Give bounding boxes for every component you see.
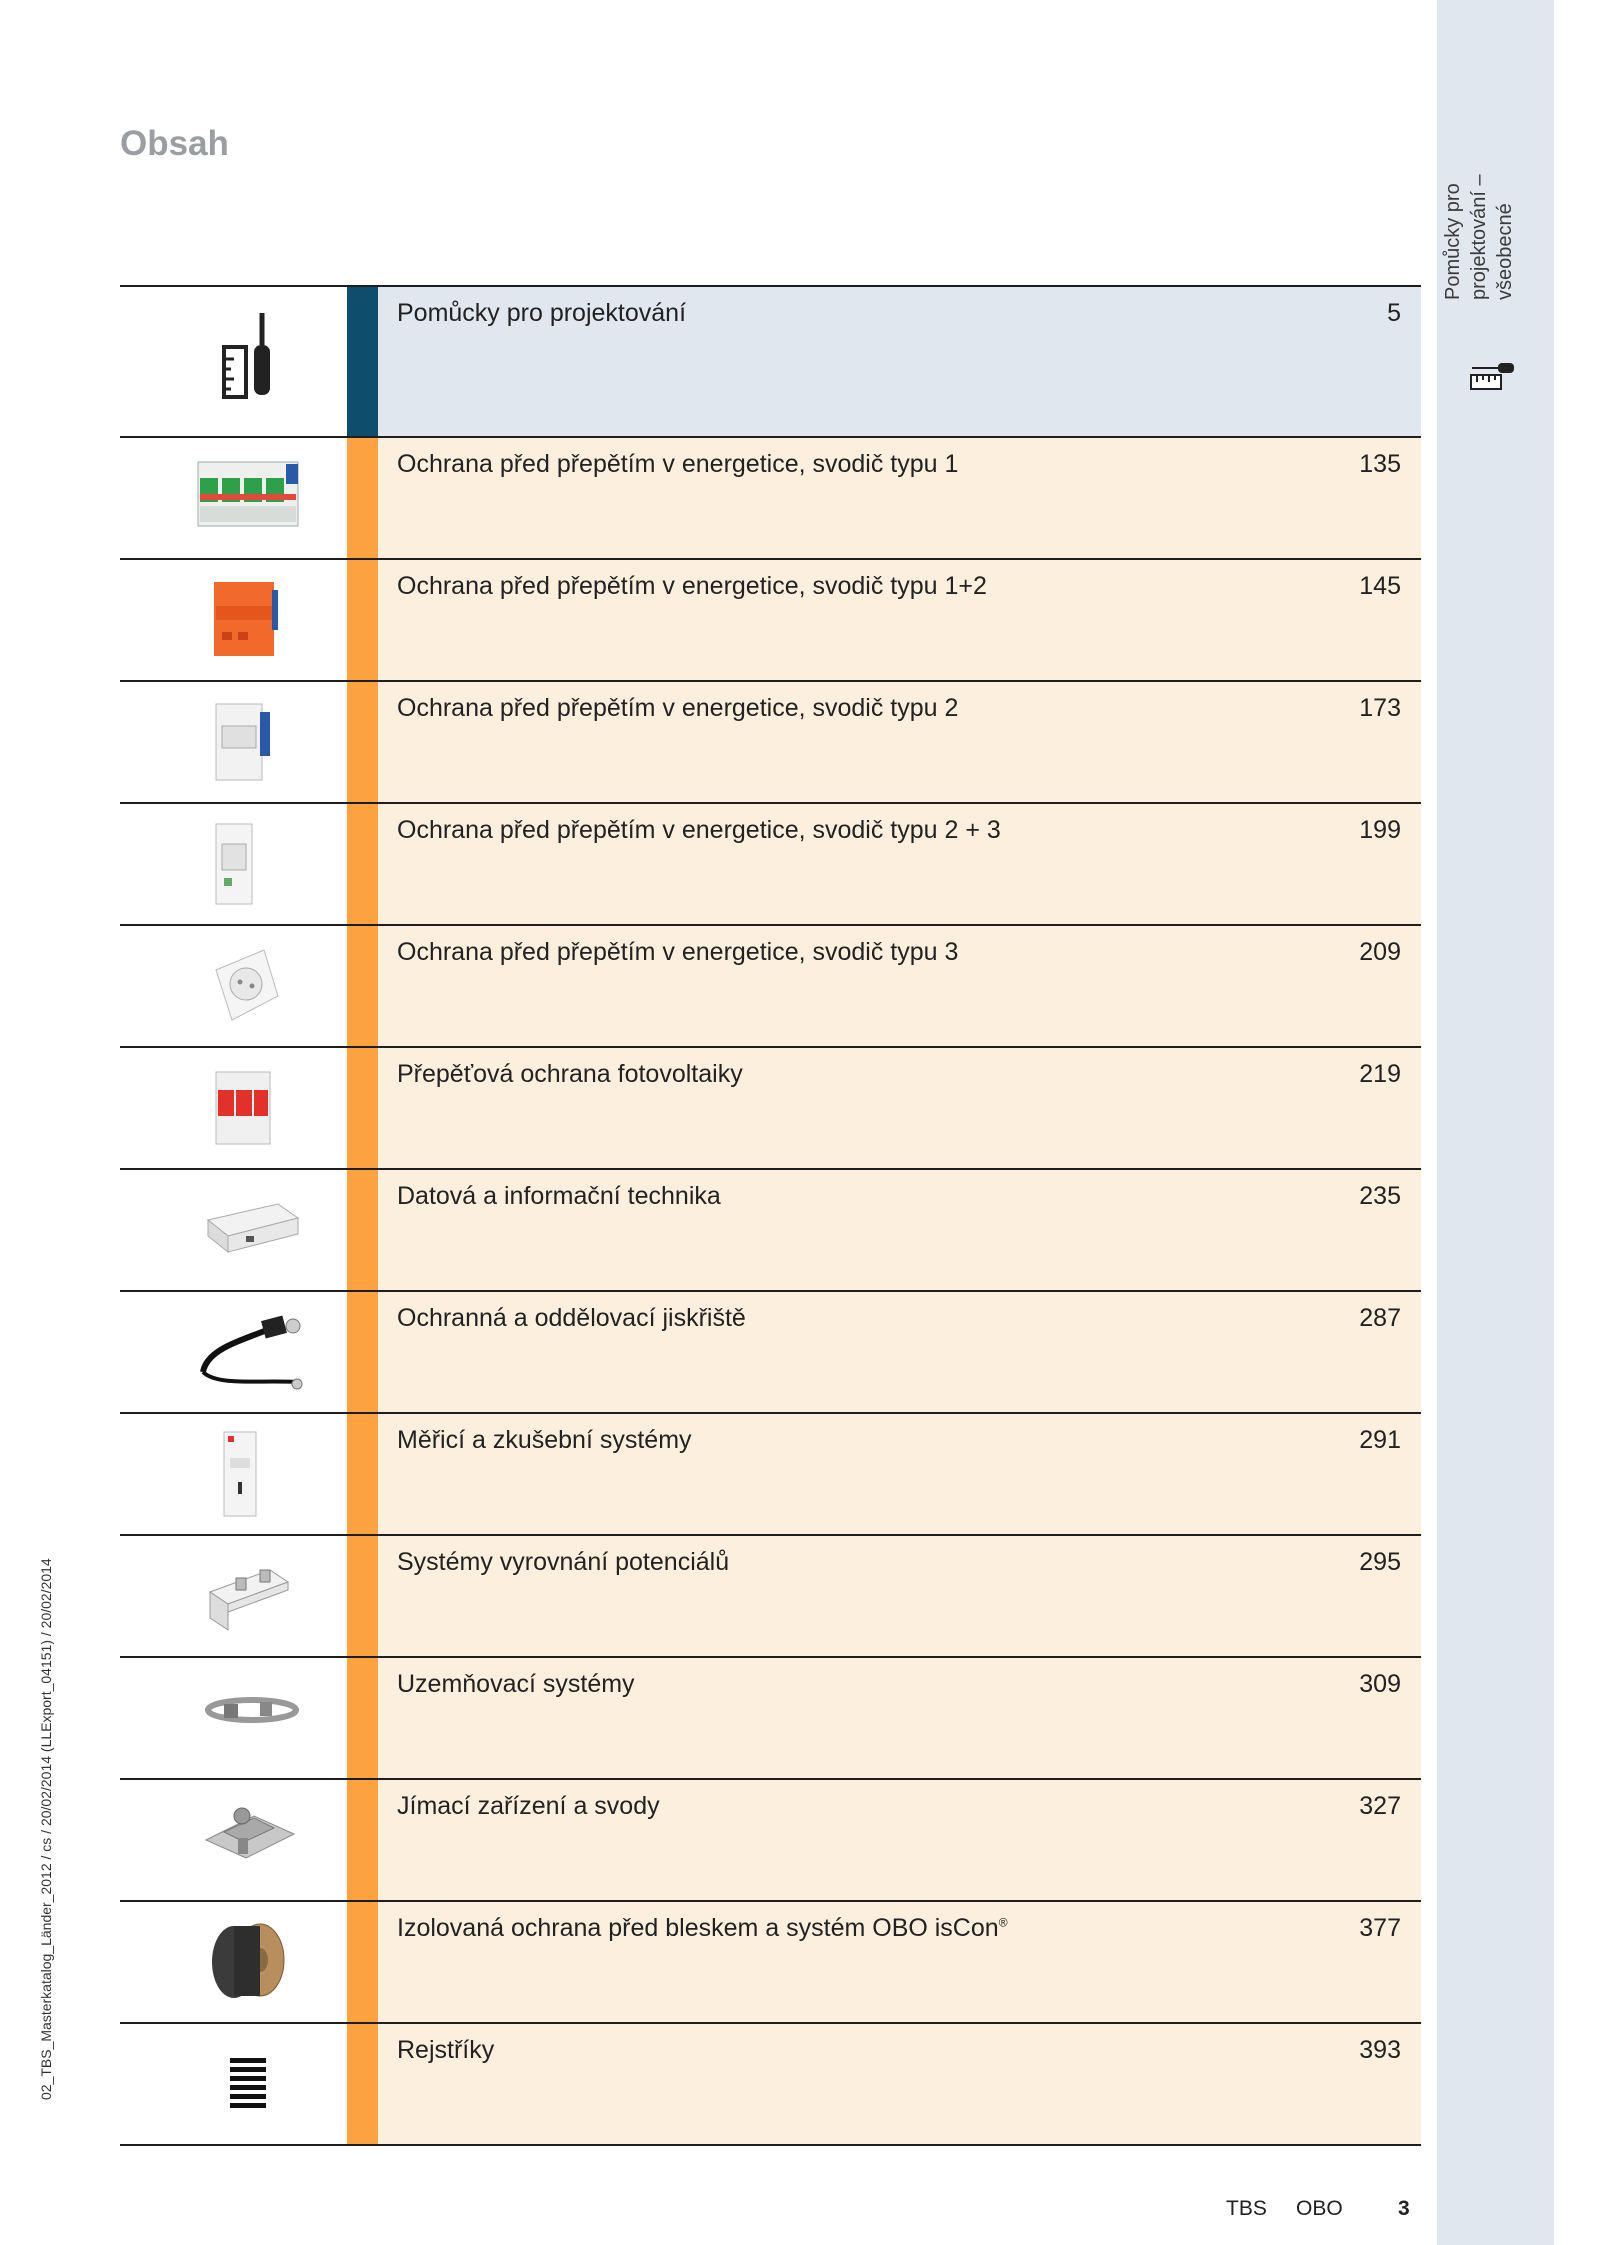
toc-page-number: 291 xyxy=(1359,1426,1401,1454)
toc-thumb-cell xyxy=(120,804,347,924)
footer-brand-tbs: TBS xyxy=(1226,2197,1267,2220)
toc-label: Měřicí a zkušební systémy xyxy=(397,1426,692,1454)
page-title: Obsah xyxy=(120,124,229,163)
toc-section-bar xyxy=(347,1048,378,1168)
socket-protector-image xyxy=(194,936,304,1034)
surge-arrester-type12-image xyxy=(194,570,304,668)
toc-row[interactable] xyxy=(120,1658,1421,1780)
toc-thumb-cell xyxy=(120,1658,347,1778)
toc-label: Datová a informační technika xyxy=(397,1182,721,1210)
index-lines-icon xyxy=(194,2034,304,2132)
toc-label: Ochrana před přepětím v energetice, svodič typu 2 + 3 xyxy=(397,816,1001,844)
surge-arrester-type2-image xyxy=(194,692,304,790)
test-device-image xyxy=(194,1424,304,1522)
toc-page-number: 235 xyxy=(1359,1182,1401,1210)
toc-row[interactable] xyxy=(120,682,1421,804)
ruler-screwdriver-icon xyxy=(210,305,290,415)
toc-page-number: 173 xyxy=(1359,694,1401,722)
toc-row[interactable] xyxy=(120,1048,1421,1170)
toc-row[interactable] xyxy=(120,560,1421,682)
toc-row[interactable] xyxy=(120,2024,1421,2146)
toc-section-bar xyxy=(347,1292,378,1412)
toc-label: Ochrana před přepětím v energetice, svodič typu 1+2 xyxy=(397,572,987,600)
ruler-screwdriver-icon xyxy=(1470,362,1516,392)
toc-label: Systémy vyrovnání potenciálů xyxy=(397,1548,730,1576)
toc-section-bar xyxy=(347,2024,378,2144)
toc-thumb-cell xyxy=(120,2024,347,2144)
earthing-clamp-image xyxy=(194,1668,304,1766)
side-tab xyxy=(1437,0,1554,2245)
toc-row[interactable] xyxy=(120,1292,1421,1414)
toc-row[interactable] xyxy=(120,1414,1421,1536)
toc-label: Ochrana před přepětím v energetice, svodič typu 1 xyxy=(397,450,959,478)
cable-reel-image xyxy=(194,1912,304,2010)
toc-label: Uzemňovací systémy xyxy=(397,1670,635,1698)
toc-page-number: 295 xyxy=(1359,1548,1401,1576)
surge-arrester-type23-image xyxy=(194,814,304,912)
toc-section-bar xyxy=(347,1780,378,1900)
toc-section-bar xyxy=(347,682,378,802)
toc-row[interactable] xyxy=(120,1902,1421,2024)
toc-thumb-cell xyxy=(120,1780,347,1900)
toc-row[interactable] xyxy=(120,287,1421,438)
toc-section-bar xyxy=(347,1536,378,1656)
pv-protection-image xyxy=(194,1058,304,1156)
toc-thumb-cell xyxy=(120,1536,347,1656)
page-number: 3 xyxy=(1398,2197,1410,2220)
toc-page-number: 5 xyxy=(1387,299,1401,327)
data-protection-box-image xyxy=(194,1180,304,1278)
toc-section-bar xyxy=(347,804,378,924)
air-termination-clamp-image xyxy=(194,1790,304,1888)
toc-row[interactable] xyxy=(120,804,1421,926)
toc-page-number: 145 xyxy=(1359,572,1401,600)
toc-label: Ochranná a oddělovací jiskřiště xyxy=(397,1304,746,1332)
equipotential-bar-image xyxy=(194,1546,304,1644)
toc-page-number: 287 xyxy=(1359,1304,1401,1332)
toc-thumb-cell xyxy=(120,287,347,436)
toc-section-bar xyxy=(347,1658,378,1778)
toc-page-number: 199 xyxy=(1359,816,1401,844)
toc-thumb-cell xyxy=(120,438,347,558)
toc-section-bar xyxy=(347,560,378,680)
print-meta-note: 02_TBS_Masterkatalog_Länder_2012 / cs / 20/02/2014 (LLExport_04151) / 20/02/2014 xyxy=(38,1558,54,2100)
toc-row[interactable] xyxy=(120,1170,1421,1292)
toc-section-bar xyxy=(347,1902,378,2022)
toc-page-number: 327 xyxy=(1359,1792,1401,1820)
spark-gap-image xyxy=(184,1302,320,1400)
toc-page-number: 393 xyxy=(1359,2036,1401,2064)
footer-brand-obo: OBO xyxy=(1296,2197,1343,2220)
toc-row[interactable] xyxy=(120,1536,1421,1658)
toc-page-number: 135 xyxy=(1359,450,1401,478)
toc-thumb-cell xyxy=(120,1048,347,1168)
toc-section-bar xyxy=(347,438,378,558)
registered-mark: ® xyxy=(998,1915,1008,1930)
toc-thumb-cell xyxy=(120,682,347,802)
toc-thumb-cell xyxy=(120,1414,347,1534)
toc-list xyxy=(120,285,1421,2146)
toc-page-number: 219 xyxy=(1359,1060,1401,1088)
toc-section-bar xyxy=(347,287,378,436)
toc-thumb-cell xyxy=(120,926,347,1046)
toc-page-number: 377 xyxy=(1359,1914,1401,1942)
toc-label: Ochrana před přepětím v energetice, svodič typu 2 xyxy=(397,694,959,722)
surge-arrester-type1-image xyxy=(194,448,304,546)
toc-label: Přepěťová ochrana fotovoltaiky xyxy=(397,1060,743,1088)
toc-label: Pomůcky pro projektování xyxy=(397,299,687,327)
toc-label: Ochrana před přepětím v energetice, svodič typu 3 xyxy=(397,938,959,966)
toc-thumb-cell xyxy=(120,1292,347,1412)
toc-label: Rejstříky xyxy=(397,2036,495,2064)
toc-page-number: 309 xyxy=(1359,1670,1401,1698)
toc-thumb-cell xyxy=(120,1902,347,2022)
toc-row[interactable] xyxy=(120,1780,1421,1902)
side-tab-title: Pomůcky pro projektování – všeobecné xyxy=(1442,174,1516,300)
toc-row[interactable] xyxy=(120,926,1421,1048)
toc-label: Izolovaná ochrana před bleskem a systém OBO isCon® xyxy=(397,1914,1008,1942)
toc-section-bar xyxy=(347,926,378,1046)
toc-section-bar xyxy=(347,1170,378,1290)
toc-thumb-cell xyxy=(120,560,347,680)
toc-label: Jímací zařízení a svody xyxy=(397,1792,660,1820)
toc-row[interactable] xyxy=(120,438,1421,560)
toc-page-number: 209 xyxy=(1359,938,1401,966)
toc-section-bar xyxy=(347,1414,378,1534)
toc-thumb-cell xyxy=(120,1170,347,1290)
